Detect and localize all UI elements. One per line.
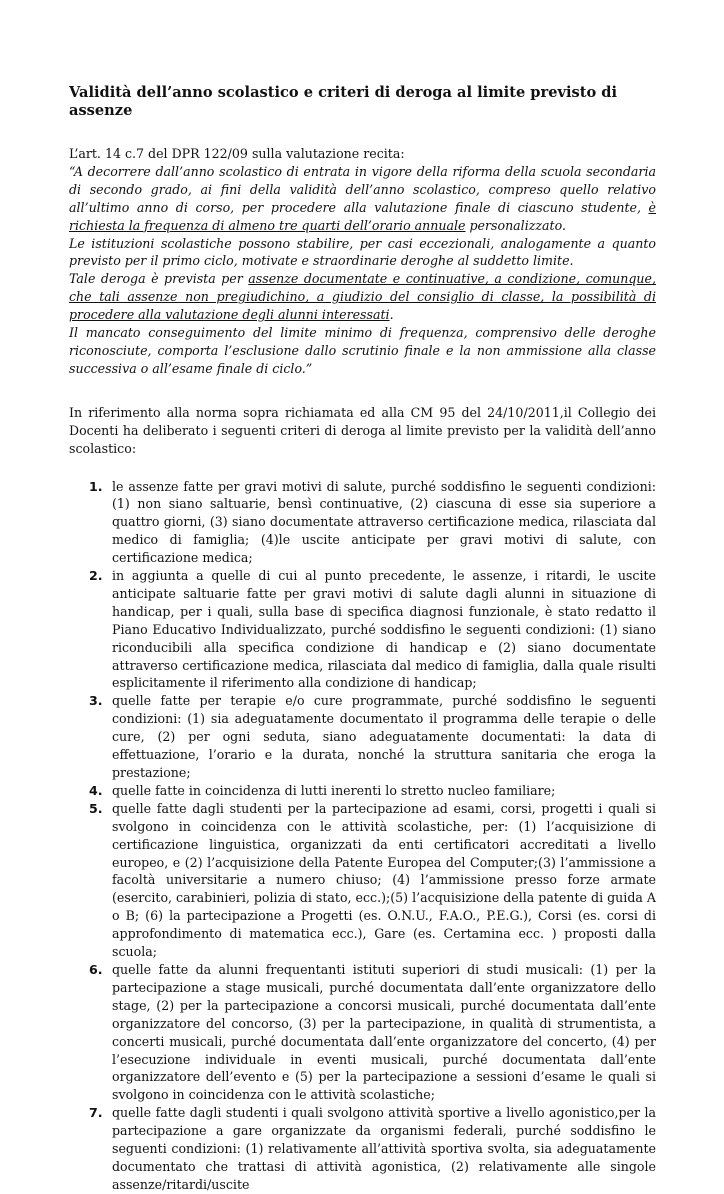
list-item-number: 3. (89, 693, 103, 709)
list-item-number: 1. (89, 478, 103, 494)
list-item (69, 961, 656, 1104)
underlined-deroga-condition: assenze documentate e continuative, a condizione, comunque, che tali assenze non pregiudichino, a giudizio del consiglio di classe, la possibilità di procedere alla valutazione degli alunni interessati (69, 271, 657, 323)
quote-paragraph-1: “A decorrere dall’anno scolastico di entrata in vigore della riforma della scuola secondaria di secondo grado, ai fini della validità dell’anno scolastico, compreso quello relativo all’ultimo anno di corso, per procedere alla valutazione finale di ciascuno studente, è richiesta la frequenza di almeno tre quarti dell’orario annuale personalizzato. (69, 163, 656, 233)
list-item-number: 7. (89, 1105, 103, 1121)
list-item-text: quelle fatte per terapie e/o cure programmate, purché soddisfino le seguenti condizioni: (1) sia adeguatamente documentato il programma delle terapie o delle cure, (2) per ogni seduta, siano adeguatamente documentati: la data di effettuazione, l’orario e la durata, nonché la struttura sanitaria che eroga la prestazione; (112, 693, 656, 780)
underlined-requirement: è richiesta la frequenza di almeno tre quarti dell’orario annuale (69, 199, 656, 233)
list-item-text: in aggiunta a quelle di cui al punto precedente, le assenze, i ritardi, le uscite anticipate saltuarie fatte per gravi motivi di salute dagli alunni in situazione di handicap, per i quali, sulla base di specifica diagnosi funzionale, è stato redatto il Piano Educativo Individualizzato, purché soddisfino le seguenti condizioni: (1) siano riconducibili alla specifica condizione di handicap e (2) siano documentate attraverso certificazione medica, rilasciata dal medico di famiglia, dalla quale risulti esplicitamente il riferimento alla condizione di handicap; (112, 568, 656, 691)
document-title: Validità dell’anno scolastico e criteri di deroga al limite previsto di assenze (69, 84, 618, 119)
list-item-number: 5. (89, 800, 103, 816)
list-item-text: le assenze fatte per gravi motivi di salute, purché soddisfino le seguenti condizioni: (1) non siano saltuarie, bensì continuative, (2) ciascuna di esse sia superiore a quattro giorni, (3) siano documentate attraverso certificazione medica, rilasciata dal medico di famiglia; (4)le uscite anticipate per gravi motivi di salute, con certificazione medica; (112, 478, 656, 566)
list-item (69, 692, 656, 782)
list-item (69, 567, 656, 692)
list-item-text: quelle fatte da alunni frequentanti istituti superiori di studi musicali: (1) per la partecipazione a stage musicali, purché documentata dall’ente organizzatore dello stage, (2) per la partecipazione a concorsi musicali, purché documentata dall’ente organizzatore del concorso, (3) per la partecipazione, in qualità di strumentista, a concerti musicali, purché documentata dall’ente organizzatore del concerto, (4) per l’esecuzione individuale in eventi musicali, purché documentata dall’ente organizzatore dell’evento e (5) per la partecipazione a sessioni d’esame le quali si svolgono in coincidenza con le attività scolastiche; (112, 961, 656, 1103)
quote-paragraph-3: Tale deroga è prevista per assenze documentate e continuative, a condizione, comunque, che tali assenze non pregiudichino, a giudizio del consiglio di classe, la possibilità di procedere alla valutazione degli alunni interessati. (69, 271, 657, 323)
criteria-list (69, 478, 656, 1194)
list-item-text: quelle fatte dagli studenti i quali svolgono attività sportive a livello agonistico,per la partecipazione a gare organizzate da organismi federali, purché soddisfino le seguenti condizioni: (1) relativamente all’attività sportiva svolta, sia adeguatamente documentato che trattasi di attività agonistica, (2) relativamente alle singole assenze/ritardi/uscite (112, 1105, 656, 1192)
list-item (69, 1104, 656, 1194)
list-item (69, 782, 656, 800)
list-item-text: quelle fatte dagli studenti per la partecipazione ad esami, corsi, progetti i quali si svolgono in coincidenza con le attività scolastiche, per: (1) l’acquisizione di certificazione linguistica, organizzati da enti certificatori accreditati a livello europeo, e (2) l’acquisizione della Patente Europea del Computer;(3) l’ammissione a facoltà universitarie a numero chiuso; (4) l’ammissione presso forze armate (esercito, carabinieri, polizia di stato, ecc.);(5) l’acquisizione della patente di guida A o B; (6) la partecipazione a Progetti (es. O.N.U., F.A.O., P.E.G.), Corsi (es. corsi di approfondimento di matematica ecc.), Gare (es. Certamina ecc. ) proposti dalla scuola; (112, 800, 656, 960)
list-item-number: 2. (89, 568, 103, 584)
list-item-number: 4. (89, 782, 103, 798)
list-item (69, 478, 656, 568)
quoted-regulation (69, 163, 656, 378)
quote-paragraph-4: Il mancato conseguimento del limite minimo di frequenza, comprensivo delle deroghe riconosciute, comporta l’esclusione dallo scrutinio finale e la non ammissione alla classe successiva o all’esame finale di ciclo.” (69, 325, 656, 376)
quote-paragraph-2: Le istituzioni scolastiche possono stabilire, per casi eccezionali, analogamente a quanto previsto per il primo ciclo, motivate e straordinarie deroghe al suddetto limite. (69, 235, 656, 269)
list-item-text: quelle fatte in coincidenza di lutti inerenti lo stretto nucleo familiare; (112, 782, 556, 798)
riferimento-paragraph: In riferimento alla norma sopra richiamata ed alla CM 95 del 24/10/2011,il Collegio dei Docenti ha deliberato i seguenti criteri di deroga al limite previsto per la validità dell’anno scolastico: (69, 404, 656, 456)
intro-paragraph: L’art. 14 c.7 del DPR 122/09 sulla valutazione recita: (69, 146, 405, 161)
list-item (69, 800, 656, 961)
list-item-number: 6. (89, 961, 103, 977)
